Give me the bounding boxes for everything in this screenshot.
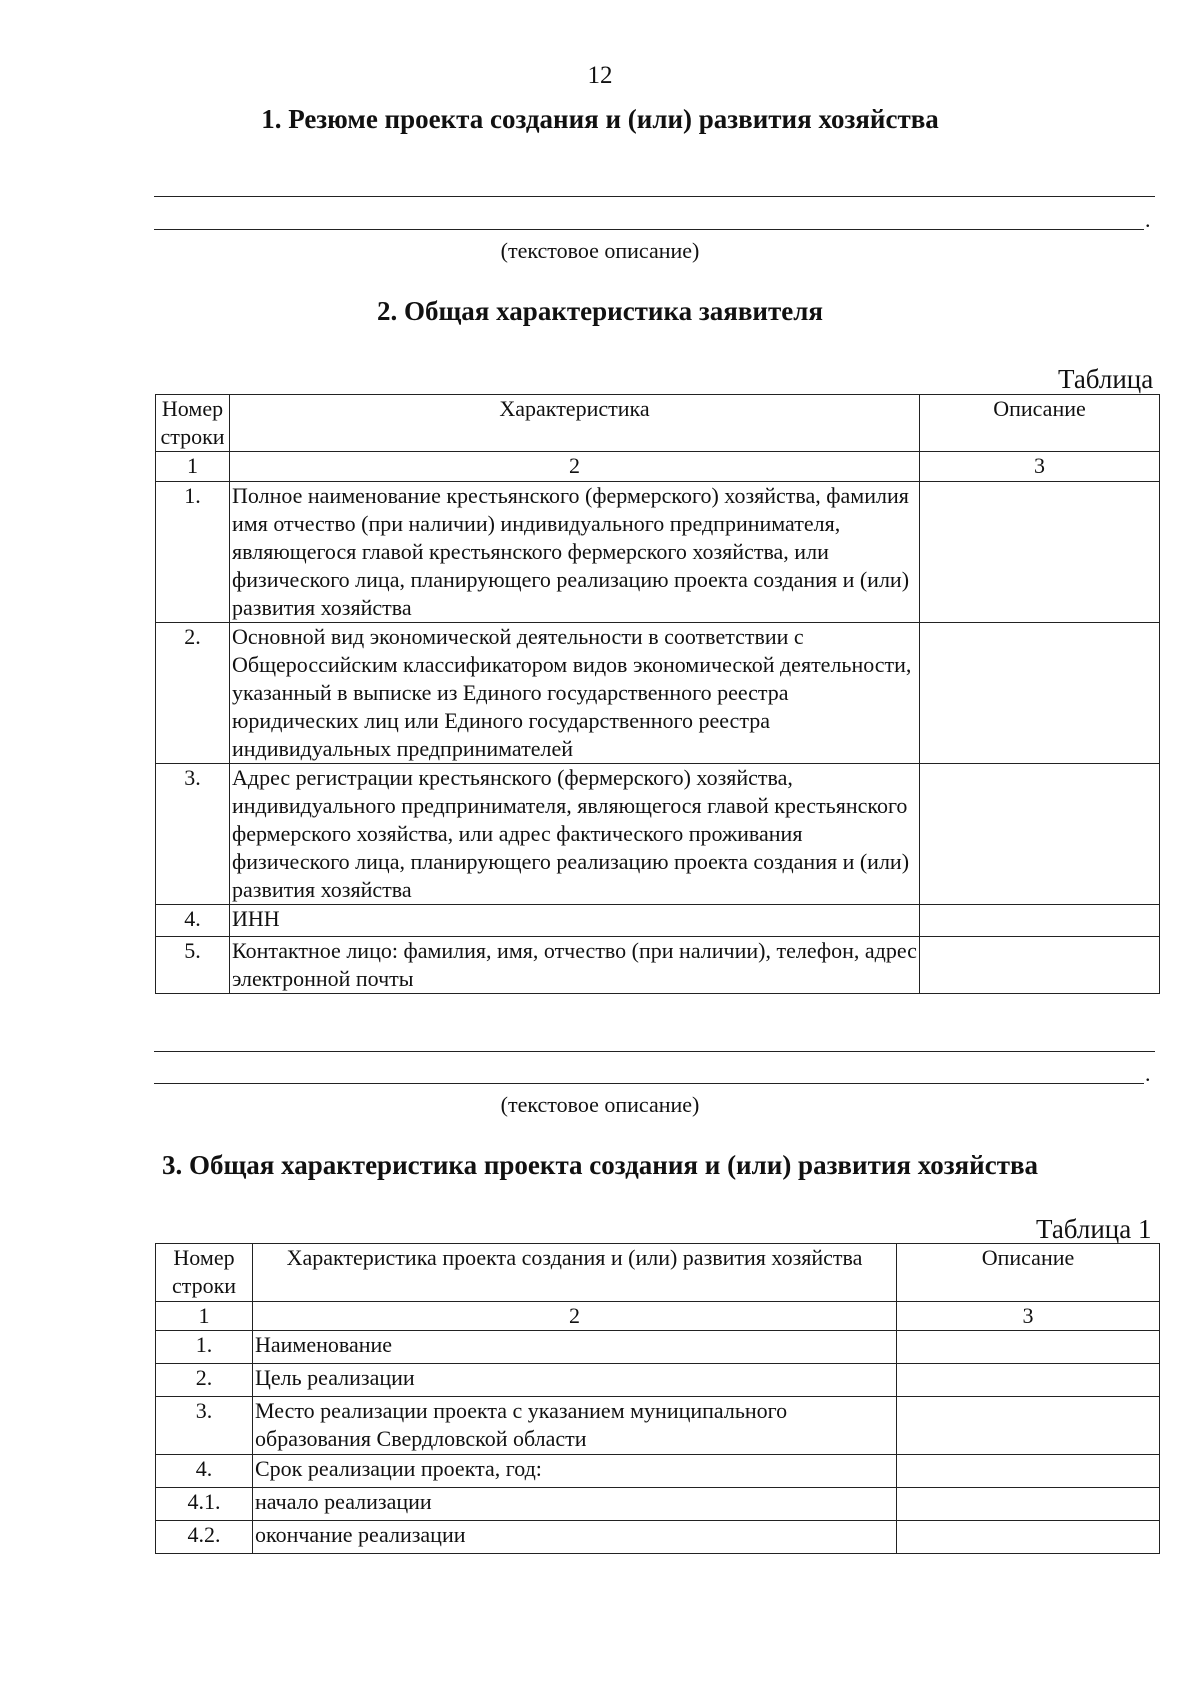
row-number: 4.2.: [156, 1521, 253, 1554]
index-cell: 2: [253, 1302, 897, 1331]
table-row: [156, 937, 1160, 994]
table-row: [156, 1364, 1160, 1397]
row-number: 2.: [156, 1364, 253, 1397]
row-number: 5.: [156, 937, 230, 994]
row-number: 3.: [156, 764, 230, 905]
header-row-number: Номер строки: [156, 395, 230, 452]
header-row-number: Номер строки: [156, 1244, 253, 1302]
section2-period: .: [1145, 1061, 1151, 1086]
section2-title: 2. Общая характеристика заявителя: [377, 296, 823, 326]
table-row: [156, 623, 1160, 764]
index-cell: 3: [920, 452, 1160, 482]
row-description-cell[interactable]: [920, 905, 1160, 937]
applicant-characteristics-table: [155, 394, 1160, 994]
table-header-row: [156, 395, 1160, 452]
row-number: 4.: [156, 1455, 253, 1488]
section1-blank-line-2: [154, 229, 1144, 230]
row-number: 2.: [156, 623, 230, 764]
row-description-cell[interactable]: [897, 1364, 1160, 1397]
row-description-cell[interactable]: [897, 1397, 1160, 1455]
row-text: Место реализации проекта с указанием муниципального образования Свердловской области: [253, 1397, 897, 1455]
section1-period: .: [1145, 207, 1151, 232]
section2-blank-line-1: [154, 1051, 1155, 1052]
table-row: [156, 1331, 1160, 1364]
header-description: Описание: [897, 1244, 1160, 1302]
row-number: 1.: [156, 482, 230, 623]
row-text: ИНН: [230, 905, 920, 937]
row-text: Адрес регистрации крестьянского (фермерского) хозяйства, индивидуального предпринимателя, являющегося главой крестьянского фермерского хозяйства, или адрес фактического проживания физического лица, планирующего реализацию проекта создания и (или) развития хозяйства: [230, 764, 920, 905]
section2-table-label: Таблица: [1058, 364, 1154, 394]
table-row: [156, 764, 1160, 905]
row-text: начало реализации: [253, 1488, 897, 1521]
section2-blank-line-2: [154, 1083, 1144, 1084]
index-cell: 1: [156, 1302, 253, 1331]
table-index-row: [156, 1302, 1160, 1331]
row-number: 4.1.: [156, 1488, 253, 1521]
row-description-cell[interactable]: [897, 1455, 1160, 1488]
table-row: [156, 1397, 1160, 1455]
row-description-cell[interactable]: [920, 937, 1160, 994]
index-cell: 2: [230, 452, 920, 482]
row-text: окончание реализации: [253, 1521, 897, 1554]
header-description: Описание: [920, 395, 1160, 452]
index-cell: 1: [156, 452, 230, 482]
row-number: 4.: [156, 905, 230, 937]
row-description-cell[interactable]: [920, 482, 1160, 623]
row-number: 3.: [156, 1397, 253, 1455]
section1-blank-line-1: [154, 196, 1155, 197]
row-number: 1.: [156, 1331, 253, 1364]
row-description-cell[interactable]: [897, 1521, 1160, 1554]
header-characteristic: Характеристика: [230, 395, 920, 452]
row-description-cell[interactable]: [920, 764, 1160, 905]
project-characteristics-table: [155, 1243, 1160, 1554]
section2-caption: (текстовое описание): [500, 1092, 700, 1117]
row-description-cell[interactable]: [920, 623, 1160, 764]
header-characteristic: Характеристика проекта создания и (или) развития хозяйства: [253, 1244, 897, 1302]
table-index-row: [156, 452, 1160, 482]
table-row: [156, 1488, 1160, 1521]
row-description-cell[interactable]: [897, 1331, 1160, 1364]
row-text: Основной вид экономической деятельности в соответствии с Общероссийским классификатором видов экономической деятельности, указанный в выписке из Единого государственного реестра юридических лиц или Единого государственного реестра индивидуальных предпринимателей: [230, 623, 920, 764]
table-row: [156, 905, 1160, 937]
section1-caption: (текстовое описание): [500, 238, 700, 263]
index-cell: 3: [897, 1302, 1160, 1331]
row-text: Наименование: [253, 1331, 897, 1364]
table-row: [156, 1521, 1160, 1554]
row-text: Цель реализации: [253, 1364, 897, 1397]
section3-table-label: Таблица 1: [1036, 1214, 1152, 1244]
section1-title: 1. Резюме проекта создания и (или) развития хозяйства: [261, 104, 939, 134]
row-text: Полное наименование крестьянского (фермерского) хозяйства, фамилия имя отчество (при наличии) индивидуального предпринимателя, являющегося главой крестьянского фермерского хозяйства, или физического лица, планирующего реализацию проекта создания и (или) развития хозяйства: [230, 482, 920, 623]
row-text: Срок реализации проекта, год:: [253, 1455, 897, 1488]
row-description-cell[interactable]: [897, 1488, 1160, 1521]
table-row: [156, 482, 1160, 623]
table-header-row: [156, 1244, 1160, 1302]
page-number: 12: [587, 62, 613, 89]
table-row: [156, 1455, 1160, 1488]
section3-title: 3. Общая характеристика проекта создания и (или) развития хозяйства: [161, 1150, 1039, 1180]
row-text: Контактное лицо: фамилия, имя, отчество (при наличии), телефон, адрес электронной почты: [230, 937, 920, 994]
